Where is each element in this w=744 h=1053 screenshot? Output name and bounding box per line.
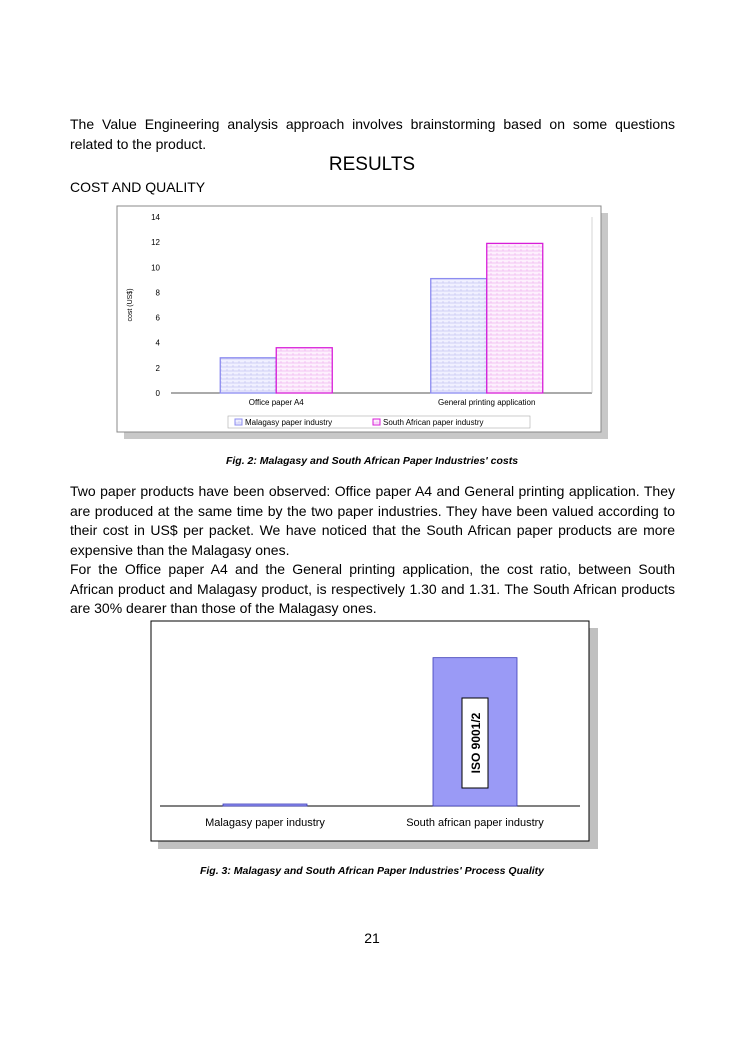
y-tick-label: 4 [155, 338, 160, 348]
category-label: General printing application [438, 398, 536, 407]
legend-label-malagasy: Malagasy paper industry [245, 418, 333, 427]
body-paragraph-2: For the Office paper A4 and the General printing application, the cost ratio, between South African product and Malagasy product, is respectively 1.30 and 1.31. The South African products are 30% dearer than those of the Malagasy ones. [70, 561, 675, 616]
bar-south-african-general-printing [487, 243, 543, 393]
section-heading: COST AND QUALITY [70, 179, 206, 195]
legend-swatch-south-african [373, 419, 380, 425]
quality-bar-chart [150, 620, 600, 850]
category-label: South african paper industry [406, 817, 544, 829]
y-tick-label: 12 [151, 238, 160, 248]
category-label: Malagasy paper industry [205, 817, 325, 829]
cost-bar-chart [116, 205, 610, 442]
y-tick-label: 6 [155, 313, 160, 323]
iso-annotation-label: ISO 9001/2 [469, 712, 483, 774]
legend-swatch-malagasy [235, 419, 242, 425]
legend-label-south-african: South African paper industry [383, 418, 484, 427]
bar-malagasy-office-paper [220, 358, 276, 393]
bar-malagasy-general-printing [431, 279, 487, 393]
category-label: Office paper A4 [248, 398, 304, 407]
figure3-caption: Fig. 3: Malagasy and South African Paper Industries' Process Quality [199, 865, 545, 877]
intro-paragraph: The Value Engineering analysis approach involves brainstorming based on some questions related to the product. [70, 116, 675, 152]
y-tick-label: 0 [155, 389, 160, 398]
y-tick-label: 2 [155, 363, 160, 373]
figure2-caption: Fig. 2: Malagasy and South African Paper Industries' costs [225, 455, 519, 467]
y-axis-label: cost (US$) [127, 288, 134, 322]
bar-south-african-office-paper [276, 348, 332, 393]
results-heading: RESULTS [328, 154, 416, 175]
y-tick-label: 8 [155, 288, 160, 298]
y-tick-label: 10 [151, 263, 160, 273]
page-number: 21 [364, 930, 380, 946]
y-tick-label: 14 [151, 213, 160, 222]
body-paragraph-1: Two paper products have been observed: Office paper A4 and General printing application. They are produced at the same time by the two paper industries. They have been valued according to their cost in US$ per packet. We have noticed that the South African paper products are more expensive than the Malagasy ones. [70, 483, 675, 558]
bar-quality-malagasy [223, 804, 307, 806]
